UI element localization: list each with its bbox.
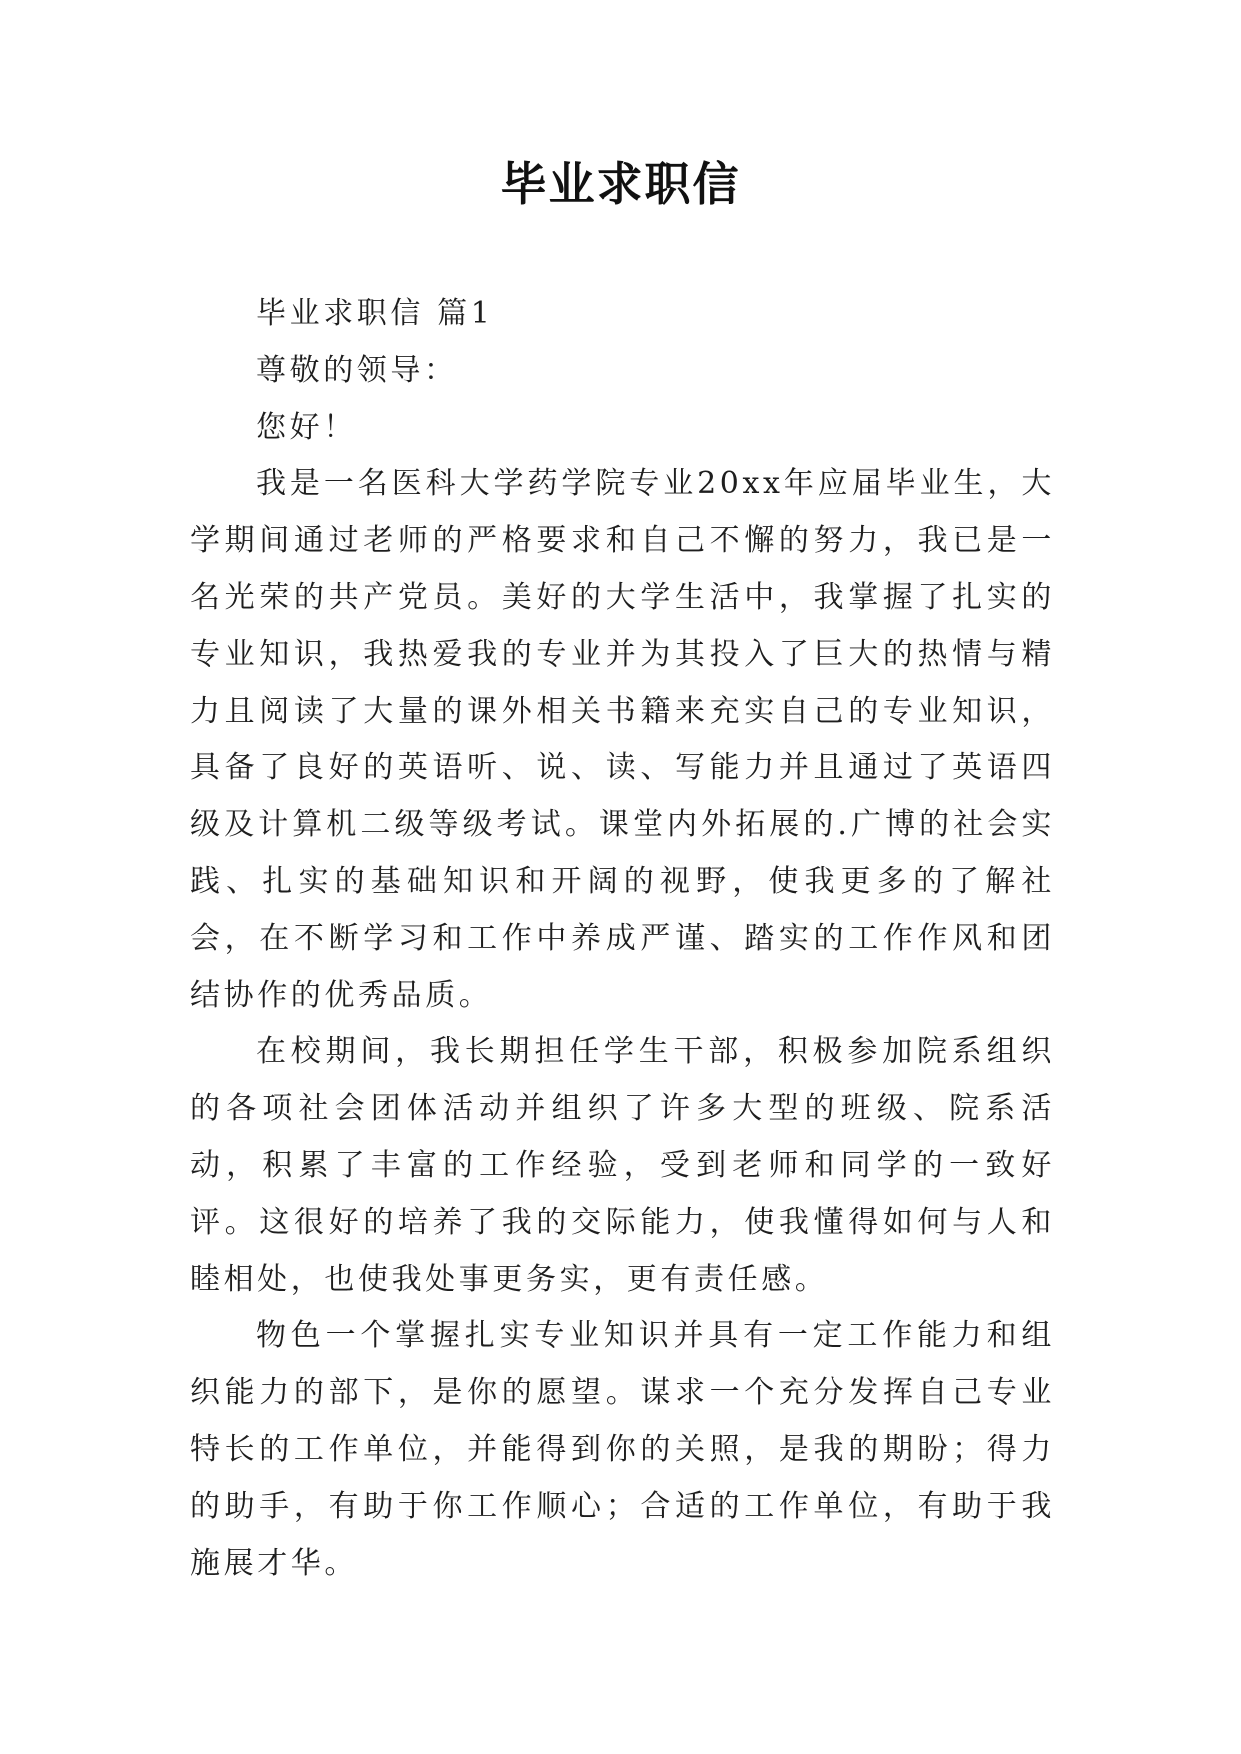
- greeting: 您好！: [256, 409, 357, 445]
- body-paragraph: 我是一名医科大学药学院专业20xx年应届毕业生，大学期间通过老师的严格要求和自己不懈的努力，我已是一名光荣的共产党员。美好的大学生活中，我掌握了扎实的专业知识，我热爱我的专业并为其投入了巨大的热情与精力且阅读了大量的课外相关书籍来充实自己的专业知识，具备了良好的英语听、说、读、写能力并且通过了英语四级及计算机二级等级考试。课堂内外拓展的.广博的社会实践、扎实的基础知识和开阔的视野，使我更多的了解社会，在不断学习和工作中养成严谨、踏实的工作作风和团结协作的优秀品质。: [190, 466, 1055, 1013]
- section-heading: 毕业求职信 篇1: [256, 296, 494, 331]
- letter-body: [190, 286, 1055, 1592]
- document-title: 毕业求职信: [500, 157, 741, 211]
- body-paragraph: 在校期间，我长期担任学生干部，积极参加院系组织的各项社会团体活动并组织了许多大型的班级、院系活动，积累了丰富的工作经验，受到老师和同学的一致好评。这很好的培养了我的交际能力，使我懂得如何与人和睦相处，也使我处事更务实，更有责任感。: [190, 1034, 1055, 1297]
- salutation: 尊敬的领导：: [256, 352, 458, 388]
- body-paragraph: 物色一个掌握扎实专业知识并具有一定工作能力和组织能力的部下，是你的愿望。谋求一个充分发挥自己专业特长的工作单位，并能得到你的关照，是我的期盼；得力的助手，有助于你工作顺心；合适的工作单位，有助于我施展才华。: [190, 1318, 1055, 1581]
